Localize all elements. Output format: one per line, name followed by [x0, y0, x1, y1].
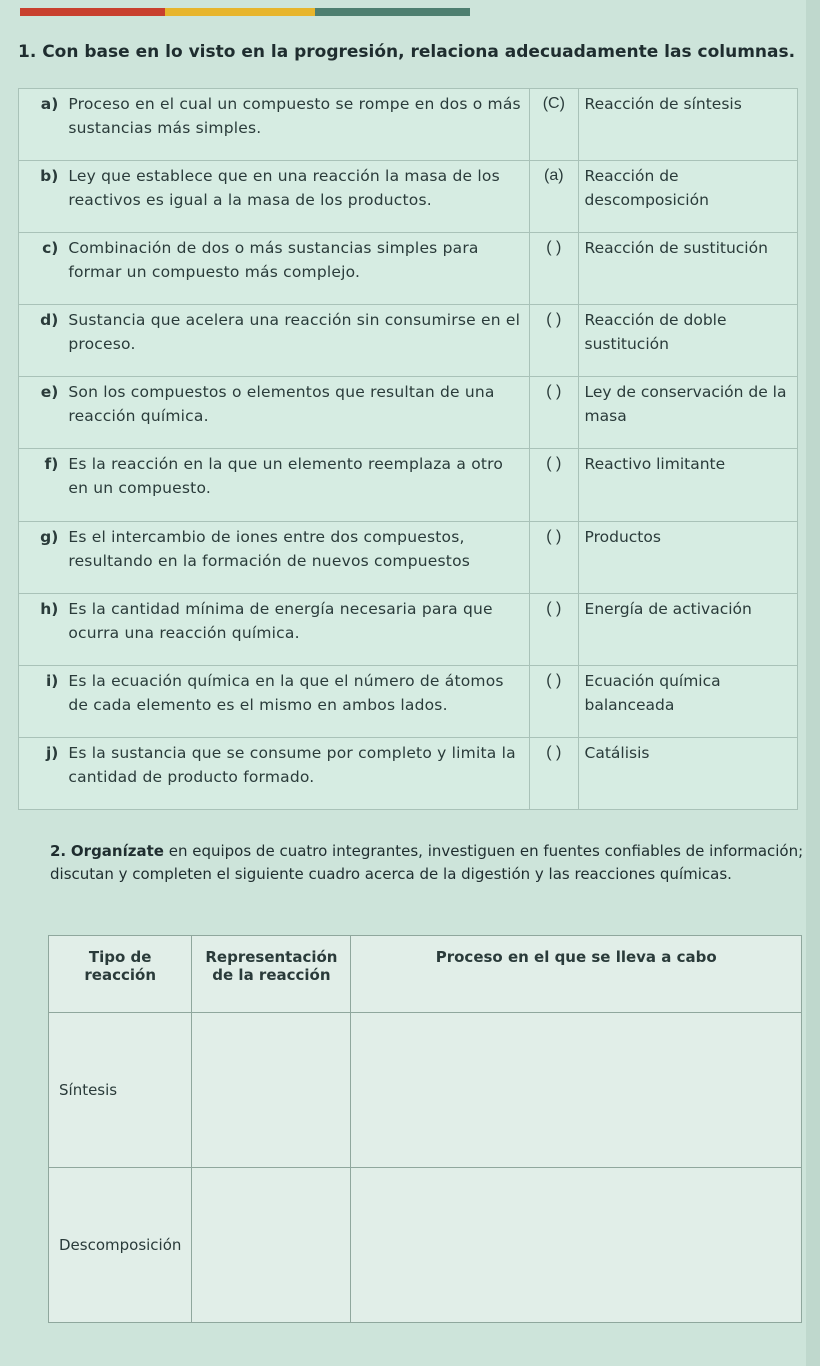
table-row: [49, 1168, 802, 1323]
match-row: [19, 161, 798, 233]
bar-segment-teal: [315, 8, 470, 16]
answer-slot[interactable]: ( ): [530, 521, 578, 593]
match-row: [19, 233, 798, 305]
item-description: Es la sustancia que se consume por completo y limita la cantidad de producto formado.: [62, 737, 529, 809]
item-description: Es la cantidad mínima de energía necesaria para que ocurra una reacción química.: [62, 593, 529, 665]
item-letter: c): [19, 233, 63, 305]
match-row: [19, 449, 798, 521]
match-row: [19, 89, 798, 161]
bar-segment-red: [20, 8, 165, 16]
item-description: Es la reacción en la que un elemento reemplaza a otro en un compuesto.: [62, 449, 529, 521]
process-cell[interactable]: [351, 1013, 802, 1168]
header-tipo-reaccion: Tipo de reacción: [49, 936, 192, 1013]
concept-option: Reactivo limitante: [578, 449, 797, 521]
item-description: Son los compuestos o elementos que resultan de una reacción química.: [62, 377, 529, 449]
match-row: [19, 377, 798, 449]
match-row: [19, 305, 798, 377]
reaction-type-cell: Descomposición: [49, 1168, 192, 1323]
header-representacion: Representación de la reacción: [192, 936, 351, 1013]
question-2-number: 2.: [50, 842, 67, 860]
concept-option: Reacción de descomposición: [578, 161, 797, 233]
answer-slot[interactable]: ( ): [530, 449, 578, 521]
matching-table: [18, 88, 798, 810]
match-row: [19, 737, 798, 809]
reaction-type-cell: Síntesis: [49, 1013, 192, 1168]
decorative-color-bar: [20, 8, 470, 16]
answer-slot[interactable]: ( ): [530, 665, 578, 737]
item-letter: j): [19, 737, 63, 809]
question-2-text: en equipos de cuatro integrantes, investiguen en fuentes confiables de información; discutan y completen el siguiente cuadro acerca de la digestión y las reacciones químicas.: [50, 842, 804, 883]
concept-option: Energía de activación: [578, 593, 797, 665]
item-description: Combinación de dos o más sustancias simples para formar un compuesto más complejo.: [62, 233, 529, 305]
question-2-prompt: [50, 840, 810, 886]
question-1-prompt: 1. Con base en lo visto en la progresión, relaciona adecuadamente las columnas.: [18, 42, 796, 62]
item-description: Sustancia que acelera una reacción sin consumirse en el proceso.: [62, 305, 529, 377]
item-letter: f): [19, 449, 63, 521]
concept-option: Reacción de sustitución: [578, 233, 797, 305]
question-2-bold-verb: Organízate: [70, 842, 164, 860]
answer-slot[interactable]: ( ): [530, 305, 578, 377]
item-letter: h): [19, 593, 63, 665]
table-row: [49, 1013, 802, 1168]
match-row: [19, 593, 798, 665]
item-description: Es la ecuación química en la que el número de átomos de cada elemento es el mismo en ambos lados.: [62, 665, 529, 737]
answer-slot[interactable]: ( ): [530, 593, 578, 665]
item-letter: g): [19, 521, 63, 593]
answer-slot[interactable]: ( ): [530, 737, 578, 809]
concept-option: Ley de conservación de la masa: [578, 377, 797, 449]
concept-option: Catálisis: [578, 737, 797, 809]
match-row: [19, 665, 798, 737]
digestion-reactions-table: [48, 935, 802, 1323]
answer-slot[interactable]: ( ): [530, 233, 578, 305]
item-letter: b): [19, 161, 63, 233]
item-letter: a): [19, 89, 63, 161]
bar-segment-yellow: [165, 8, 315, 16]
answer-slot[interactable]: (a): [530, 161, 578, 233]
concept-option: Reacción de síntesis: [578, 89, 797, 161]
concept-option: Ecuación química balanceada: [578, 665, 797, 737]
representation-cell[interactable]: [192, 1168, 351, 1323]
match-row: [19, 521, 798, 593]
item-description: Es el intercambio de iones entre dos compuestos, resultando en la formación de nuevos compuestos: [62, 521, 529, 593]
item-letter: i): [19, 665, 63, 737]
concept-option: Productos: [578, 521, 797, 593]
concept-option: Reacción de doble sustitución: [578, 305, 797, 377]
answer-slot[interactable]: (C): [530, 89, 578, 161]
answer-slot[interactable]: ( ): [530, 377, 578, 449]
representation-cell[interactable]: [192, 1013, 351, 1168]
item-letter: d): [19, 305, 63, 377]
header-proceso: Proceso en el que se lleva a cabo: [351, 936, 802, 1013]
page-edge: [806, 0, 820, 1366]
item-letter: e): [19, 377, 63, 449]
item-description: Ley que establece que en una reacción la masa de los reactivos es igual a la masa de los productos.: [62, 161, 529, 233]
item-description: Proceso en el cual un compuesto se rompe en dos o más sustancias más simples.: [62, 89, 529, 161]
process-cell[interactable]: [351, 1168, 802, 1323]
